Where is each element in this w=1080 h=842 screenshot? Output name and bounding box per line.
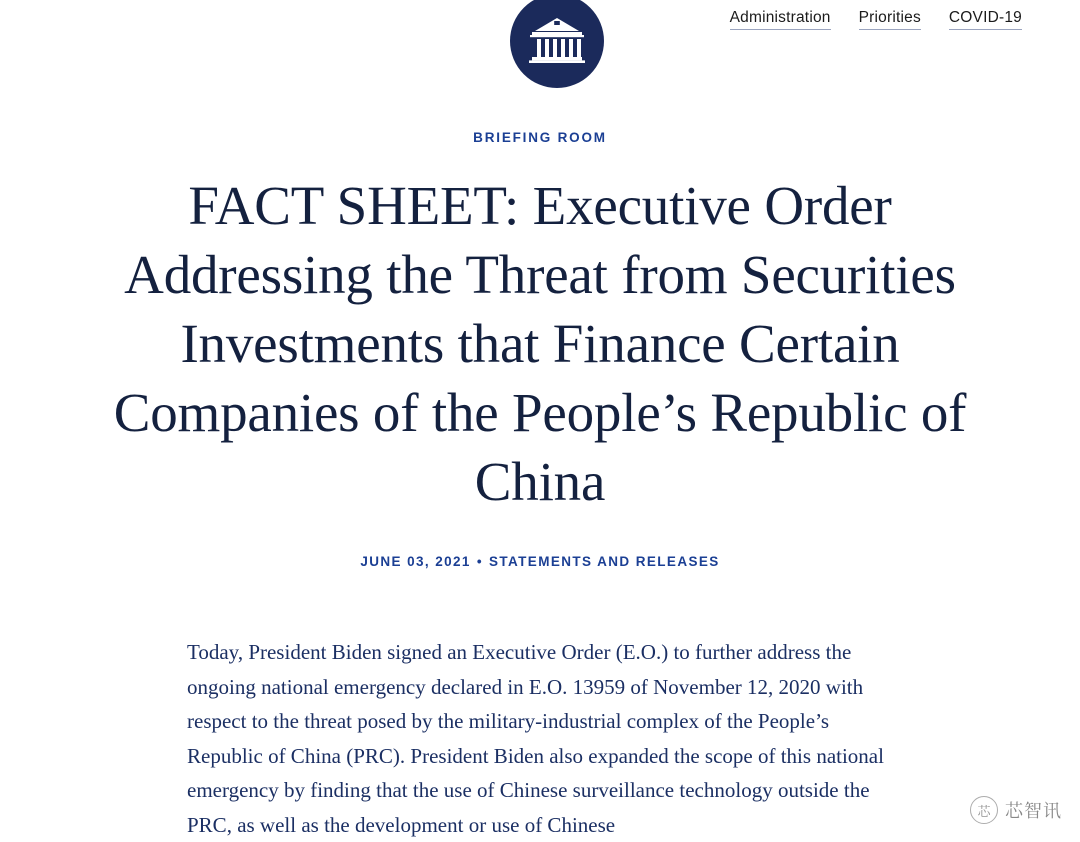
primary-navigation[interactable] [730,9,1022,30]
breadcrumb-briefing-room[interactable]: BRIEFING ROOM [473,130,607,145]
watermark-label: 芯智讯 [1005,801,1062,822]
page-title: FACT SHEET: Executive Order Addressing the Threat from Securities Investments that Finance Certain Companies of the People’s Republic of China [113,175,967,512]
article-category[interactable]: STATEMENTS AND RELEASES [488,554,720,569]
watermark [970,796,1062,824]
article-paragraph: Today, President Biden signed an Executive Order (E.O.) to further address the ongoing national emergency declared in E.O. 13959 of November 12, 2020 with respect to the threat posed by the military-industrial complex of the People’s Republic of China (PRC). President Biden also expanded the scope of this national emergency by finding that the use of Chinese surveillance technology outside the PRC, as well as the development or use of Chinese [187,640,884,837]
site-header [0,0,1080,68]
nav-item-priorities[interactable]: Priorities [859,9,921,30]
white-house-seal-icon[interactable] [510,0,604,88]
chip-logo-icon: 芯 [970,796,998,824]
article-meta [60,554,1020,569]
article-body [187,635,893,842]
meta-separator: • [476,554,483,569]
article [60,130,1020,842]
publish-date: JUNE 03, 2021 [360,554,471,569]
nav-item-administration[interactable]: Administration [730,9,831,30]
nav-item-covid19[interactable]: COVID-19 [949,9,1022,30]
